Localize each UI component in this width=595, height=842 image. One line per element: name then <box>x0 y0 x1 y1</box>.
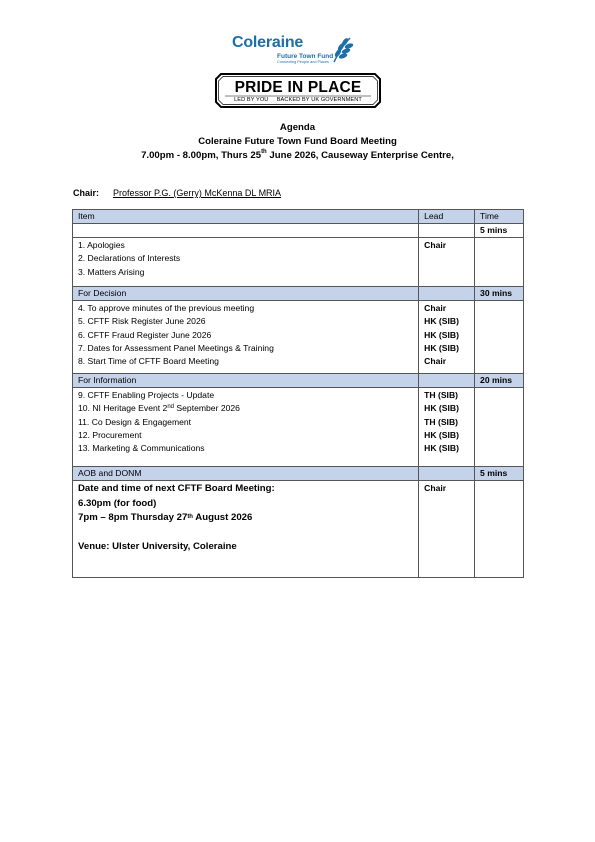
list-item: 9. CFTF Enabling Projects - Update <box>78 390 215 400</box>
pip-tagline: LED BY YOU BACKED BY UK GOVERNMENT <box>234 97 362 103</box>
logo-title: Coleraine <box>232 34 304 51</box>
pip-title: PRIDE IN PLACE <box>234 79 362 96</box>
section-row-decision <box>73 287 524 301</box>
agenda-heading: Agenda <box>279 122 316 133</box>
list-item: 7. Dates for Assessment Panel Meetings & Training <box>78 342 274 353</box>
next-meeting-heading: Date and time of next CFTF Board Meeting: <box>78 483 275 494</box>
decision-items <box>73 301 419 374</box>
information-items <box>73 388 419 467</box>
section-time: 20 mins <box>475 374 524 388</box>
list-item: 2. Declarations of Interests <box>78 253 181 264</box>
header-lead: Lead <box>419 210 475 224</box>
next-meeting-time: 7pm – 8pm Thursday 27th August 2026 <box>78 512 253 524</box>
agenda-table <box>72 209 524 578</box>
aob-row <box>73 481 524 578</box>
list-item: 6. CFTF Fraud Register June 2026 <box>78 329 212 340</box>
list-item: 10. NI Heritage Event 2nd September 2026 <box>78 403 240 414</box>
section-row-information <box>73 374 524 388</box>
decision-leads: Chair HK (SIB) HK (SIB) HK (SIB) Chair <box>419 301 475 374</box>
chair-name: Professor P.G. (Gerry) McKenna DL MRIA <box>113 188 282 198</box>
section-title: For Information <box>73 374 419 388</box>
information-leads: TH (SIB) HK (SIB) TH (SIB) HK (SIB) HK (SIB) <box>419 388 475 467</box>
next-meeting-details <box>73 481 419 578</box>
chair-line <box>73 188 281 198</box>
meeting-title: Coleraine Future Town Fund Board Meeting <box>198 136 397 147</box>
section-time: 30 mins <box>475 287 524 301</box>
logo-tagline: Connecting People and Places <box>277 60 329 64</box>
list-item: 4. To approve minutes of the previous meeting <box>78 303 255 313</box>
logo-subtitle: Future Town Fund <box>277 53 334 60</box>
list-item: 1. Apologies <box>78 240 125 250</box>
list-item: 5. CFTF Risk Register June 2026 <box>78 316 206 327</box>
opening-time: 5 mins <box>475 224 524 238</box>
section-row-aob <box>73 467 524 481</box>
table-header-row <box>73 210 524 224</box>
pride-in-place-logo <box>215 73 381 108</box>
chair-label: Chair: <box>73 188 100 198</box>
decision-items-row <box>73 301 524 374</box>
list-item: 8. Start Time of CFTF Board Meeting <box>78 356 219 367</box>
opening-items <box>73 238 419 287</box>
aob-lead: Chair <box>419 481 475 578</box>
information-items-row <box>73 388 524 467</box>
list-item: 13. Marketing & Communications <box>78 443 205 454</box>
list-item: 12. Procurement <box>78 429 142 440</box>
list-item: 3. Matters Arising <box>78 266 145 277</box>
coleraine-future-town-fund-logo <box>232 34 362 66</box>
next-meeting-food: 6.30pm (for food) <box>78 497 157 509</box>
opening-items-row <box>73 238 524 287</box>
section-title: For Decision <box>73 287 419 301</box>
section-title: AOB and DONM <box>73 467 419 481</box>
opening-lead: Chair <box>419 238 475 287</box>
section-time: 5 mins <box>475 467 524 481</box>
header-item: Item <box>73 210 419 224</box>
leaf-icon <box>330 36 354 64</box>
next-meeting-venue: Venue: Ulster University, Coleraine <box>78 540 237 552</box>
header-time: Time <box>475 210 524 224</box>
opening-time-row <box>73 224 524 238</box>
list-item: 11. Co Design & Engagement <box>78 416 192 427</box>
meeting-datetime: 7.00pm - 8.00pm, Thurs 25th June 2026, Causeway Enterprise Centre, <box>141 149 454 161</box>
